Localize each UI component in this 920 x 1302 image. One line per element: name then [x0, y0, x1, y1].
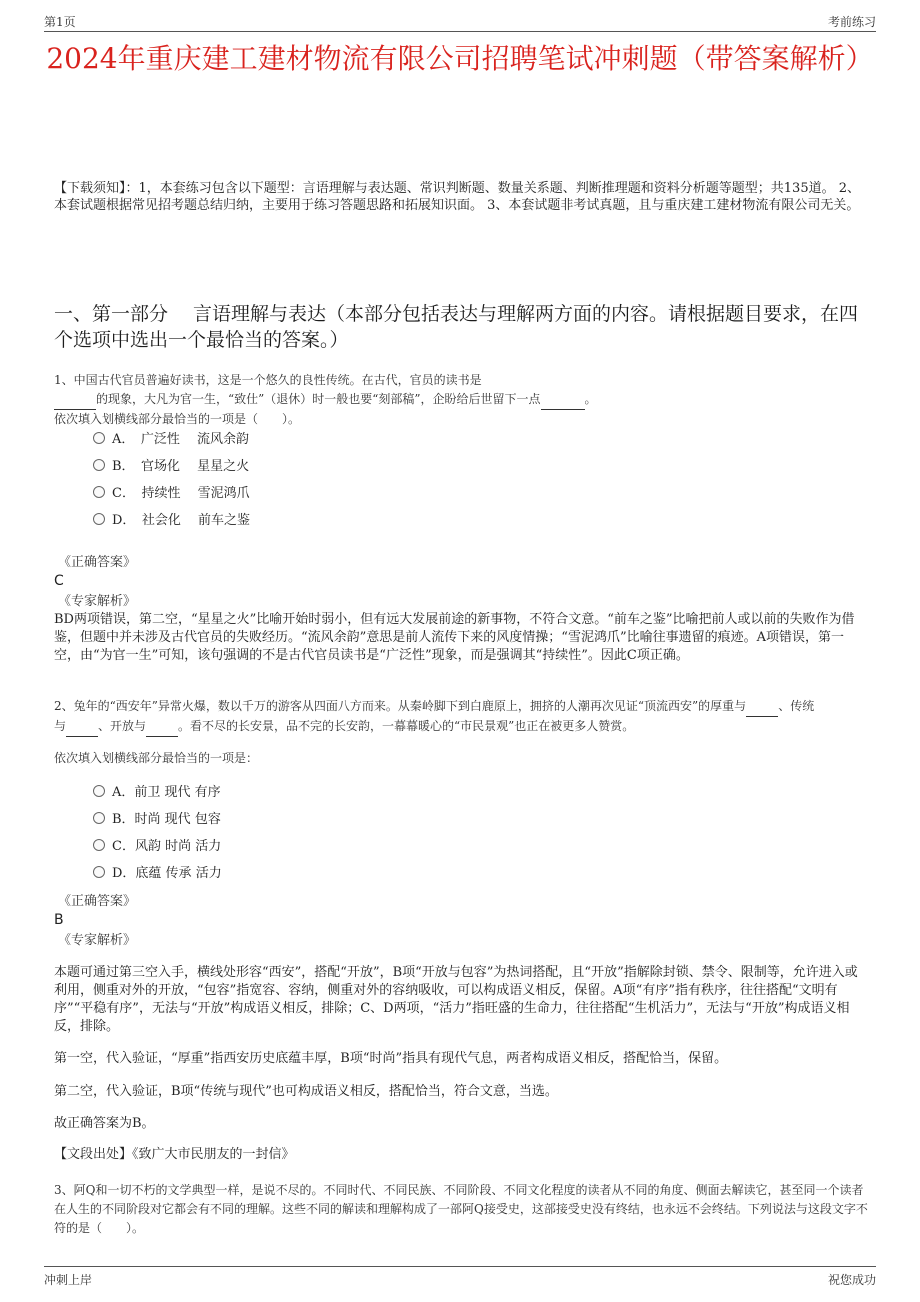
question-2-line-2 — [54, 717, 868, 737]
analysis-text: BD两项错误，第二空，“星星之火”比喻开始时弱小，但有远大发展前途的新事物，不符合文意。“前车之鉴”比喻把前人或以前的失败作为借鉴，但题中并未涉及古代官员的失败经历。“流风余韵”意思是前人流传下来的风度情操；“雪泥鸿爪”比喻往事遗留的痕迹。A项错误，第一空，由“为官一生”可知，该句强调的不是古代官员读书是“广泛性”现象，而是强调其“持续性”。因此C项正确。 — [54, 612, 855, 663]
analysis-conclusion: 故正确答案为B。 — [54, 1116, 155, 1131]
option-a[interactable] — [93, 784, 221, 802]
analysis-label: 《专家解析》 — [58, 933, 137, 948]
question-1-instruction: 依次填入划横线部分最恰当的一项是（ ）。 — [54, 412, 301, 426]
radio-icon[interactable] — [93, 486, 105, 498]
answer-label: 《正确答案》 — [58, 555, 137, 570]
radio-icon[interactable] — [93, 785, 105, 797]
question-1-text: 的现象，大凡为官一生，“致仕”（退休）时一般也要“刻部稿”，企盼给后世留下一点 — [96, 392, 541, 406]
question-2-text: 。看不尽的长安景，品不完的长安韵，一幕幕暖心的“市民景观”也正在被更多人赞赏。 — [178, 719, 635, 733]
page-number: 第1页 — [44, 15, 76, 29]
option-label: B． 官场化 星星之火 — [112, 459, 250, 474]
option-label: C． 持续性 雪泥鸿爪 — [112, 486, 250, 501]
question-1-line-2 — [54, 390, 868, 410]
radio-icon[interactable] — [93, 839, 105, 851]
analysis-paragraph-2: 第一空，代入验证，“厚重”指西安历史底蕴丰厚，B项“时尚”指具有现代气息，两者构成语义相反，搭配恰当，保留。 — [54, 1051, 728, 1066]
option-b[interactable] — [93, 811, 221, 829]
download-notice: 【下载须知】：1，本套练习包含以下题型：言语理解与表达题、常识判断题、数量关系题、判断推理题和资料分析题等题型；共135道。 2、本套试题根据常见招考题总结归纳，主要用于练习答题思路和拓展知识面。 3、本套试题非考试真题，且与重庆建工建材物流有限公司无关。 — [54, 181, 860, 213]
footer-divider — [44, 1266, 876, 1267]
footer-slogan-right: 祝您成功 — [827, 1273, 876, 1287]
question-2 — [54, 697, 868, 737]
option-label: B．时尚 现代 包容 — [112, 812, 221, 827]
header-category: 考前练习 — [827, 15, 876, 29]
radio-icon[interactable] — [93, 812, 105, 824]
analysis-paragraph-1: 本题可通过第三空入手，横线处形容“西安”，搭配“开放”，B项“开放与包容”为热词搭配，且“开放”指解除封锁、禁令、限制等，允许进入或利用，侧重对外的开放，“包容”指宽容、容纳，侧重对外的容纳吸收，可以构成语义相反，保留。A项“有序”指有秩序，往往搭配“文明有序”“平稳有序”，无法与“开放”构成语义相反，排除；C、D两项，“活力”指旺盛的生命力，往往搭配“生机活力”，无法与“开放”构成语义相反，排除。 — [54, 965, 858, 1034]
radio-icon[interactable] — [93, 459, 105, 471]
option-label: A．前卫 现代 有序 — [112, 785, 221, 800]
option-d[interactable] — [93, 865, 222, 883]
fill-blank — [541, 390, 585, 410]
option-label: D．底蕴 传承 活力 — [112, 866, 222, 881]
question-1-text-end: 。 — [584, 392, 597, 406]
analysis-paragraph-3: 第二空，代入验证，B项“传统与现代”也可构成语义相反，搭配恰当，符合文意，当选。 — [54, 1084, 558, 1099]
document-title: 2024年重庆建工建材物流有限公司招聘笔试冲刺题（带答案解析） — [46, 42, 874, 75]
question-2-text: 、传统 — [778, 699, 815, 713]
footer-slogan-left: 冲刺上岸 — [44, 1273, 93, 1287]
question-3: 3、阿Q和一切不朽的文学典型一样，是说不尽的。不同时代、不同民族、不同阶段、不同文化程度的读者从不同的角度、侧面去解读它，甚至同一个读者在人生的不同阶段对它都会有不同的理解。这些不同的解读和理解构成了一部阿Q接受史，这部接受史没有终结，也永远不会终结。下列说法与这段文字不符的是（ ）。 — [54, 1183, 868, 1235]
question-2-text: 、开放与 — [98, 719, 147, 733]
option-a[interactable] — [93, 431, 249, 449]
option-c[interactable] — [93, 485, 250, 503]
question-2-instruction: 依次填入划横线部分最恰当的一项是： — [54, 751, 259, 765]
text-source: 【文段出处】《致广大市民朋友的一封信》 — [54, 1147, 295, 1162]
radio-icon[interactable] — [93, 432, 105, 444]
analysis-label: 《专家解析》 — [58, 594, 137, 609]
option-c[interactable] — [93, 838, 221, 856]
question-1 — [54, 371, 868, 429]
option-d[interactable] — [93, 512, 250, 530]
fill-blank — [66, 717, 98, 737]
option-label: C．风韵 时尚 活力 — [112, 839, 222, 854]
question-2-text: 2、兔年的“西安年”异常火爆，数以千万的游客从四面八方而来。从秦岭脚下到白鹿原上，拥挤的人潮再次见证“顶流西安”的厚重与 — [54, 699, 747, 713]
fill-blank — [146, 717, 178, 737]
answer-value: B — [54, 912, 64, 928]
fill-blank — [54, 390, 96, 410]
fill-blank — [746, 697, 778, 717]
section-heading: 一、第一部分 言语理解与表达（本部分包括表达与理解两方面的内容。请根据题目要求，在四个选项中选出一个最恰当的答案。） — [54, 303, 859, 351]
radio-icon[interactable] — [93, 866, 105, 878]
header-divider — [44, 31, 876, 32]
question-1-line-1: 1、中国古代官员普遍好读书，这是一个悠久的良性传统。在古代，官员的读书是 — [54, 373, 482, 387]
option-label: D． 社会化 前车之鉴 — [112, 513, 251, 528]
question-2-line-1 — [54, 697, 868, 717]
option-label: A． 广泛性 流风余韵 — [112, 432, 250, 447]
question-2-text: 与 — [54, 719, 67, 733]
answer-value: C — [54, 573, 64, 589]
option-b[interactable] — [93, 458, 249, 476]
radio-icon[interactable] — [93, 513, 105, 525]
answer-label: 《正确答案》 — [58, 894, 137, 909]
